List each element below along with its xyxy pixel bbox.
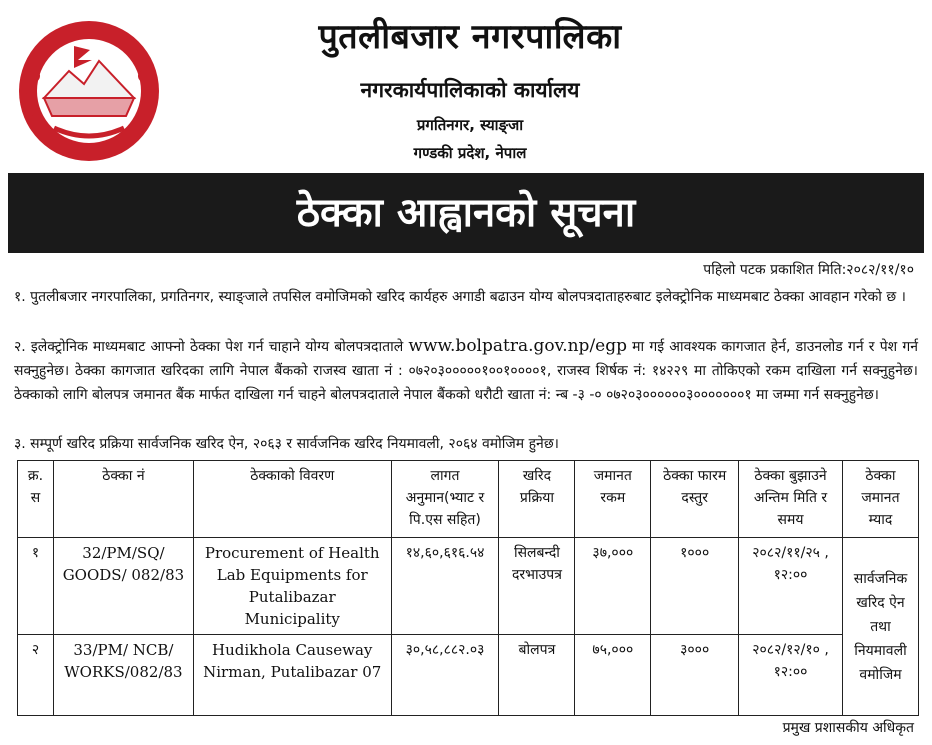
paragraph-2 [14,334,918,407]
province-line: गण्डकी प्रदेश, नेपाल [413,144,527,162]
signatory-title: प्रमुख प्रशासकीय अधिकृत [782,720,914,736]
paragraph-2-intro: २. इलेक्ट्रोनिक माध्यमबाट आफ्नो ठेक्का पेश गर्न चाहाने योग्य बोलपत्रदाताले [14,339,409,355]
cell-deadline: २०८२/११/२५ , १२:०० [739,538,843,635]
cell-validity: सार्वजनिक खरिद ऐन तथा नियमावली वमोजिम [842,538,918,716]
municipality-emblem-icon [14,16,164,166]
municipality-title: पुतलीबजार नगरपालिका [318,17,622,57]
cell-method: बोलपत्र [499,635,575,716]
cell-description: Hudikhola Causeway Nirman, Putalibazar 07 [193,635,391,716]
header-sn: क्र. स [18,461,54,538]
cell-contract-no: 32/PM/SQ/ GOODS/ 082/83 [53,538,193,635]
cell-sn: २ [18,635,54,716]
cell-security: ३७,००० [575,538,651,635]
paragraph-1: १. पुतलीबजार नगरपालिका, प्रगतिनगर, स्याङ्जाले तपसिल वमोजिमको खरिद कार्यहरु अगाडी बढाउन योग्य बोलपत्रदाताहरुबाट इलेक्ट्रोनिक माध्यमबाट ठेक्का आवहान गरेको छ । [14,289,906,305]
header-method: खरिद प्रक्रिया [499,461,575,538]
paragraph-2-rest: मा गई आवश्यक कागजात हेर्न, डाउनलोड गर्न र पेश गर्न सक्नुहुनेछ। ठेक्का कागजात खरिदका लागि नेपाल बैंकको राजस्व खाता नं : ०७२०३०००००१००१००००१, राजस्व शिर्षक नं: १४२२९ मा तोकिएको रकम दाखिला गर्न सक्नुहुनेछ। ठेक्काको लागि बोलपत्र जमानत बैंक मार्फत दाखिला गर्न चाहने बोलपत्रदाताले नेपाल बैंकको धरौटी खाता नं: न्ब -३ -० ०७२०३००००००३०००००००१ मा जम्मा गर्न सक्नुहुनेछ। [14,339,919,403]
header-security: जमानत रकम [575,461,651,538]
tender-table [17,460,919,716]
office-subtitle: नगरकार्यपालिकाको कार्यालय [360,78,580,102]
cell-form-fee: १००० [651,538,739,635]
cell-description: Procurement of Health Lab Equipments for Putalibazar Municipality [193,538,391,635]
notice-banner-title: ठेक्का आह्वानको सूचना [8,173,924,253]
table-row [18,538,919,635]
cell-method: सिलबन्दी दरभाउपत्र [499,538,575,635]
paragraph-3: ३. सम्पूर्ण खरिद प्रक्रिया सार्वजनिक खरिद ऐन, २०६३ र सार्वजनिक खरिद नियमावली, २०६४ वमोजिम हुनेछ। [14,436,559,452]
bolpatra-website-link[interactable]: www.bolpatra.gov.np/egp [408,336,627,356]
header-validity: ठेक्का जमानत म्याद [842,461,918,538]
address-line: प्रगतिनगर, स्याङ्जा [416,116,524,134]
cell-sn: १ [18,538,54,635]
header-description: ठेक्काको विवरण [193,461,391,538]
header-contract-no: ठेक्का नं [53,461,193,538]
header-cost: लागत अनुमान(भ्याट र पि.एस सहित) [391,461,499,538]
cell-cost: १४,६०,६१६.५४ [391,538,499,635]
table-row [18,635,919,716]
table-header-row [18,461,919,538]
publication-date: पहिलो पटक प्रकाशित मिति:२०८२/११/१० [703,262,914,278]
cell-form-fee: ३००० [651,635,739,716]
cell-cost: ३०,५८,८८२.०३ [391,635,499,716]
header-deadline: ठेक्का बुझाउने अन्तिम मिति र समय [739,461,843,538]
cell-deadline: २०८२/१२/१० , १२:०० [739,635,843,716]
cell-security: ७५,००० [575,635,651,716]
header-form-fee: ठेक्का फारम दस्तुर [651,461,739,538]
cell-contract-no: 33/PM/ NCB/ WORKS/082/83 [53,635,193,716]
